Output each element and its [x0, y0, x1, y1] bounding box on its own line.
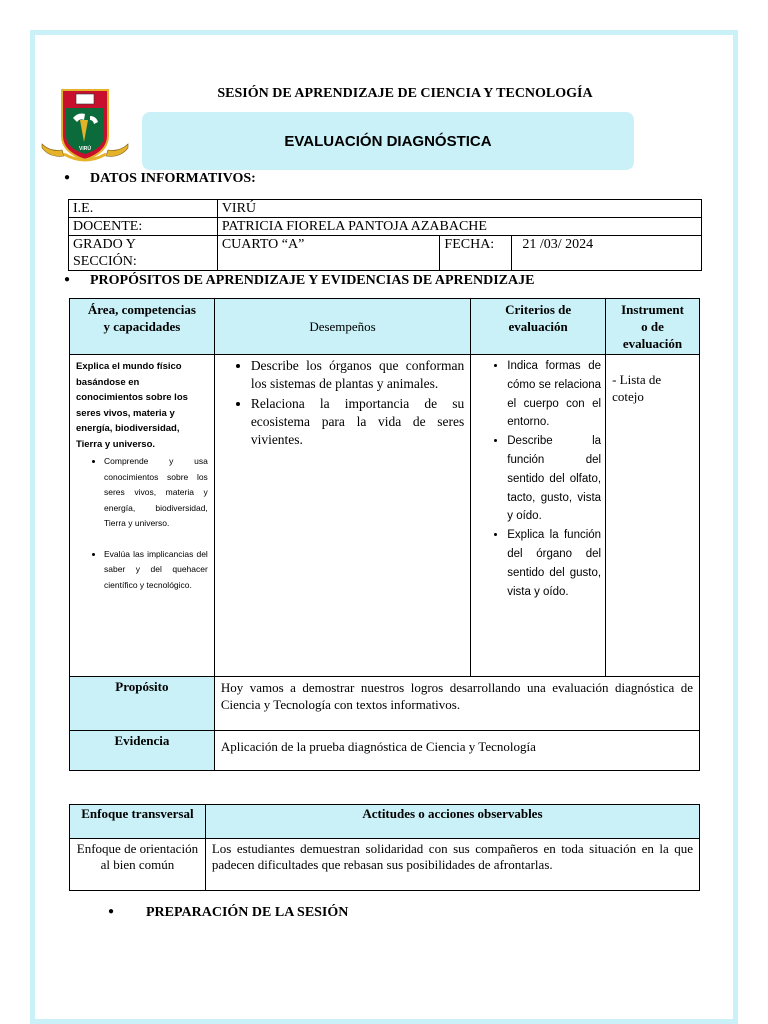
svg-text:VIRÚ: VIRÚ	[79, 146, 91, 152]
section-datos: ● DATOS INFORMATIVOS:	[64, 171, 256, 186]
table-row	[70, 805, 700, 839]
instrumento-cell: - Lista de cotejo	[606, 355, 700, 677]
proposito-label: Propósito	[70, 677, 215, 731]
section-propositos: ● PROPÓSITOS DE APRENDIZAJE Y EVIDENCIAS DE APRENDIZAJE	[64, 273, 535, 288]
header-desempenos: Desempeños	[214, 299, 470, 355]
bullet-icon: ●	[108, 906, 115, 917]
proposito-text: Hoy vamos a demostrar nuestros logros desarrollando una evaluación diagnóstica de Ciencia y Tecnología con textos informativos.	[214, 677, 699, 731]
enfoque-name: Enfoque de orientación al bien común	[70, 839, 206, 891]
competencia-text: Explica el mundo físico basándose en conocimientos sobre los seres vivos, materia y energía, biodiversidad, Tierra y universo.	[76, 361, 188, 450]
table-row	[69, 218, 702, 236]
evidencia-label: Evidencia	[70, 731, 215, 771]
enfoque-table	[69, 804, 700, 891]
propositos-table	[69, 298, 700, 771]
list-item: • Explica la función del órgano del sentido del gusto, vista y oído.	[507, 526, 601, 601]
list-item: • Relaciona la importancia de su ecosistema para la vida de seres vivientes.	[251, 395, 464, 449]
fecha-value: 21 /03/ 2024	[512, 236, 702, 271]
header-actitudes: Actitudes o acciones observables	[205, 805, 699, 839]
bullet-icon: ●	[64, 274, 71, 285]
info-table	[68, 199, 702, 271]
table-row	[70, 677, 700, 731]
grado-value: CUARTO “A”	[217, 236, 440, 271]
table-row	[70, 839, 700, 891]
table-row	[70, 731, 700, 771]
ie-label: I.E.	[69, 200, 218, 218]
desempenos-list	[215, 357, 470, 449]
evaluation-title: EVALUACIÓN DIAGNÓSTICA	[142, 112, 634, 170]
list-item: • Evalúa las implicancias del saber y del quehacer científico y tecnológico.	[104, 547, 208, 594]
bullet-icon: ●	[64, 172, 71, 183]
criterios-cell	[471, 355, 606, 677]
docente-label: DOCENTE:	[69, 218, 218, 236]
capacidades-list	[76, 454, 208, 593]
school-logo-icon	[40, 86, 130, 168]
section-preparacion: ● PREPARACIÓN DE LA SESIÓN	[108, 905, 349, 920]
list-item: • Describe la función del sentido del olfato, tacto, gusto, vista y oído.	[507, 432, 601, 526]
table-row	[69, 236, 702, 271]
header-criterios: Criterios de evaluación	[471, 299, 606, 355]
table-row	[70, 299, 700, 355]
table-row	[70, 355, 700, 677]
enfoque-text: Los estudiantes demuestran solidaridad con sus compañeros en toda situación en la que padecen dificultades que rebasan sus posibilidades de afrontarlas.	[205, 839, 699, 891]
competencia-cell	[70, 355, 215, 677]
docente-value: PATRICIA FIORELA PANTOJA AZABACHE	[217, 218, 701, 236]
ie-value: VIRÚ	[217, 200, 701, 218]
list-item: • Comprende y usa conocimientos sobre los seres vivos, materia y energía, biodiversidad, Tierra y universo.	[104, 454, 208, 532]
table-row	[69, 200, 702, 218]
header-enfoque: Enfoque transversal	[70, 805, 206, 839]
evidencia-text: Aplicación de la prueba diagnóstica de Ciencia y Tecnología	[214, 731, 699, 771]
grado-label: GRADO Y SECCIÓN:	[69, 236, 218, 271]
desempenos-cell	[214, 355, 470, 677]
fecha-label: FECHA:	[440, 236, 512, 271]
criterios-list	[471, 357, 605, 601]
header-area: Área, competencias y capacidades	[70, 299, 215, 355]
header-instrumento: Instrument o de evaluación	[606, 299, 700, 355]
list-item: • Describe los órganos que conforman los sistemas de plantas y animales.	[251, 357, 464, 393]
list-item: • Indica formas de cómo se relaciona el cuerpo con el entorno.	[507, 357, 601, 432]
session-title: SESIÓN DE APRENDIZAJE DE CIENCIA Y TECNOLOGÍA	[217, 86, 593, 101]
